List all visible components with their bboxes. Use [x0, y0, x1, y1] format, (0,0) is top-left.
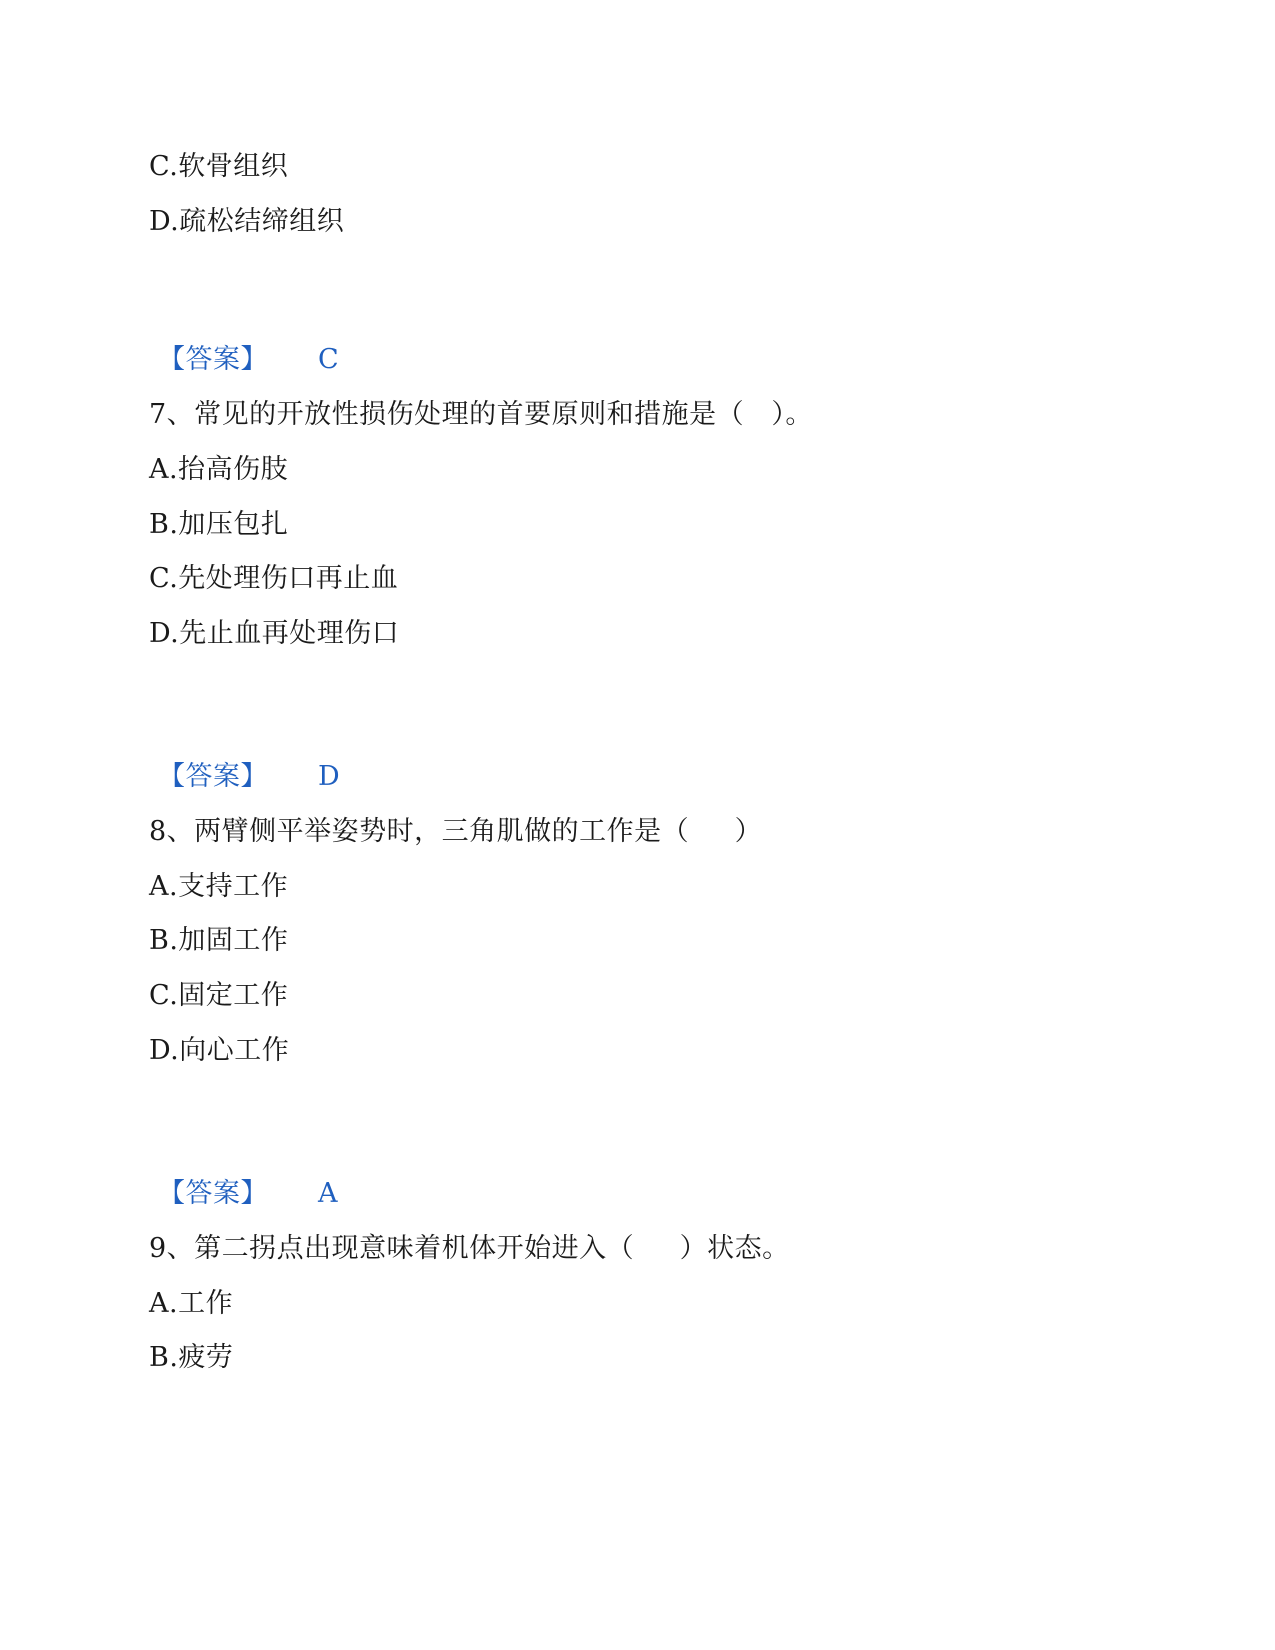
answer-value: C: [318, 344, 340, 375]
q7-option-b: B.加压包扎: [149, 509, 289, 540]
q7-option-a: A.抬高伤肢: [149, 454, 289, 485]
q9-option-a: A.工作: [149, 1288, 234, 1319]
q7-option-c: C.先处理伤口再止血: [149, 563, 399, 594]
answer-line-q6: [158, 343, 339, 377]
q8-option-c: C.固定工作: [149, 980, 289, 1011]
q8-option-b: B.加固工作: [149, 925, 289, 956]
answer-label: 【答案】: [158, 761, 268, 792]
q8-option-a: A.支持工作: [149, 871, 289, 902]
answer-value: A: [318, 1178, 338, 1209]
answer-line-q7: [158, 760, 340, 794]
answer-line-q8: [158, 1177, 338, 1211]
q8-option-d: D.向心工作: [149, 1035, 290, 1066]
question-7: 7、常见的开放性损伤处理的首要原则和措施是（ ）。: [149, 399, 813, 430]
question-9: 9、第二拐点出现意味着机体开始进入（ ）状态。: [149, 1233, 790, 1264]
answer-value: D: [318, 761, 341, 792]
option-c-prev: C.软骨组织: [149, 151, 289, 182]
q9-option-b: B.疲劳: [149, 1342, 234, 1373]
question-8: 8、两臂侧平举姿势时，三角肌做的工作是（ ）: [149, 816, 763, 847]
answer-label: 【答案】: [158, 344, 268, 375]
q7-option-d: D.先止血再处理伤口: [149, 618, 400, 649]
answer-label: 【答案】: [158, 1178, 268, 1209]
option-d-prev: D.疏松结缔组织: [149, 206, 345, 237]
